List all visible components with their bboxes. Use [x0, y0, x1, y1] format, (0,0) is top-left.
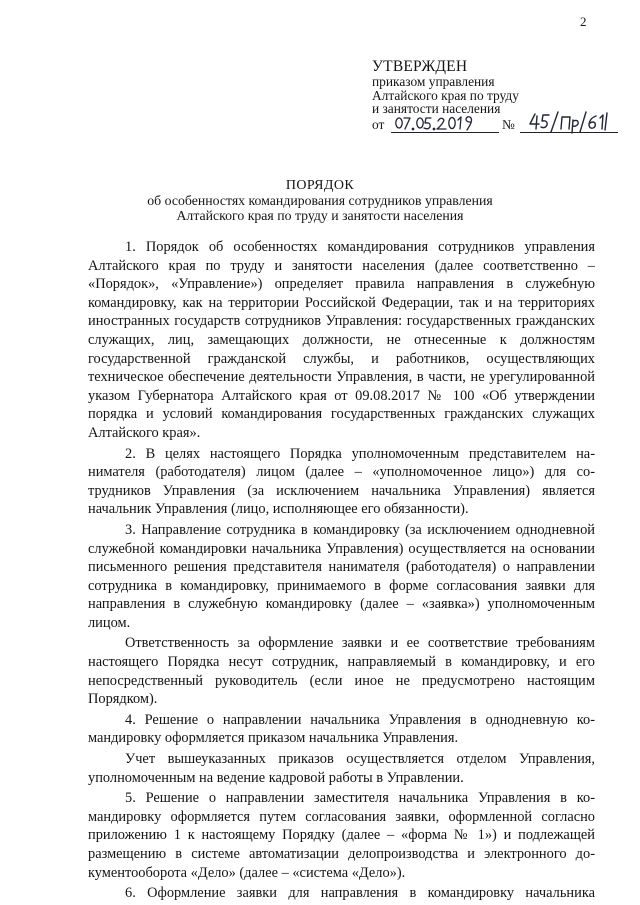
document-title-block: [0, 178, 640, 223]
approval-line-3: и занятости населения: [372, 101, 501, 117]
document-title: ПОРЯДОК: [285, 178, 355, 193]
document-body: [88, 238, 595, 905]
document-subtitle-line-2: Алтайского края по труду и занятости населения: [176, 208, 464, 223]
paragraph-5: 5. Решение о направлении заместителя начальника Управления в командировку оформляется путем согласования заявки, оформленной согласно приложению 1 к настоящему Порядку (далее – «форма № 1») и подлежащей размещению в системе автоматизации делопроизводства и электронного документооборота «Дело» (далее – «система «Дело»).: [88, 790, 595, 881]
order-date-number-line: [372, 116, 622, 134]
approval-line-1: приказом управления: [372, 74, 495, 89]
date-underline: [391, 132, 499, 133]
paragraph-3: 3. Направление сотрудника в командировку (за исключением однодневной служебной командировки начальника Управления) осуществляется на основании письменного решения представителя нанимателя (работодателя) о направлении сотрудника в командировку, принимаемого в форме согласования заявки для направления в служебную командировку (далее – «заявка») уполномоченным лицом.: [88, 521, 595, 631]
document-subtitle-line-1: об особенностях командирования сотрудников управления: [147, 193, 493, 208]
paragraph-4: 4. Решение о направлении начальника Управления в однодневную командировку оформляется приказом начальника Управления.: [88, 711, 595, 747]
paragraph-1: 1. Порядок об особенностях командирования сотрудников управления Алтайского края по труду и занятости населения (далее соответственно – «Порядок», «Управление») определяет правила направления в служебную командировку, как на территории Российской Федерации, так и на территориях иностранных государств сотрудников Управления: государственных гражданских служащих, лиц, замещающих должности, не отнесенные к должностям государственной гражданской службы, и работников, осуществляющих техническое обеспечение деятельности Управления, в части, не урегулированной указом Губернатора Алтайского края от 09.08.2017 № 100 «Об утверждении порядка и условий командирования государственных гражданских служащих Алтайского края».: [88, 239, 595, 441]
paragraph-4-accounting: Учет вышеуказанных приказов осуществляется отделом Управления, уполномоченным на ведение кадровой работы в Управлении.: [88, 751, 595, 786]
approval-stamp-block: [372, 58, 622, 134]
paragraph-6: 6. Оформление заявки для направления в командировку начальника: [125, 885, 595, 902]
paragraph-2: 2. В целях настоящего Порядка уполномоченным представителем нанимателя (работодателя) лицом (далее – «уполномоченное лицо») для сотрудников Управления (за исключением начальника Управления) является начальник Управления (лицо, исполняющее его обязанности).: [88, 445, 595, 518]
date-prefix: от: [372, 116, 385, 132]
approval-heading: УТВЕРЖДЕН: [372, 58, 468, 75]
approval-line-2: Алтайского края по труду: [372, 87, 519, 103]
number-sign: №: [502, 116, 515, 132]
page-number: 2: [580, 14, 587, 29]
handwritten-date-signature: [394, 114, 490, 132]
handwritten-order-number: [527, 110, 617, 134]
paragraph-3-responsibility: Ответственность за оформление заявки и ее соответствие требованиям настоящего Порядка несут сотрудник, направляемый в командировку, и его непосредственный руководитель (если иное не предусмотрено настоящим Порядком).: [88, 635, 595, 708]
